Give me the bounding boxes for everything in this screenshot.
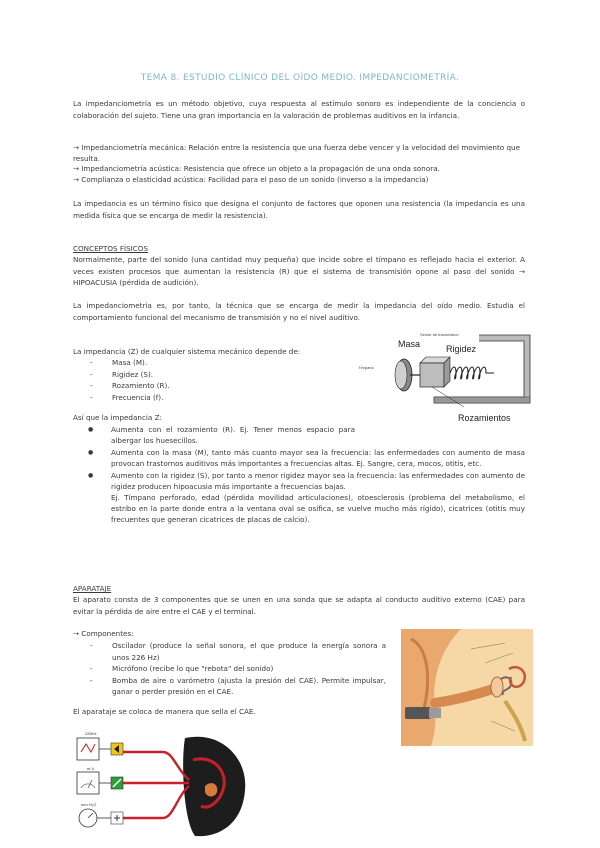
middle-ear — [205, 783, 217, 796]
definition-acustica: → Impedanciometría acústica: Resistencia que ofrece un objeto a la propagación de una onda sonora. — [73, 164, 440, 173]
factor-item: - Frecuencia (f). — [90, 392, 170, 404]
impedance-depends-text: La impedancia (Z) de cualquier sistema mecánico depende de: — [73, 347, 301, 356]
factor-item: - Rigidez (S). — [90, 369, 170, 381]
microphone-label: m.V — [87, 766, 95, 771]
bullet-rigidez — [73, 470, 525, 525]
tube-bomba — [123, 786, 189, 818]
physics-heading: CONCEPTOS FÍSICOS — [73, 244, 149, 253]
definition-mecanica: → Impedanciometría mecánica: Relación entre la resistencia que una fuerza debe vencer y la velocidad del movimiento que resulta. — [73, 143, 520, 163]
component-oscilador: - Oscilador (produce la señal sonora, el que produce la energía sonora a unos 226 Hz) — [90, 640, 386, 663]
component-microfono: - Micrófono (recibe lo que "rebota" del sonido) — [90, 663, 386, 675]
ear-anatomy-figure — [401, 629, 533, 746]
component-bomba: - Bomba de aire o varómetro (ajusta la presión del CAE). Permite impulsar, ganar o perder presión en el CAE. — [90, 675, 386, 698]
bullet-rigidez-text: Aumento con la rigidez (S), por tanto a menor rigidez mayor sea la frecuencia: las enfermedades con aumento de rigidez producen hipoacusia más importante a frecuencias bajas. — [111, 471, 525, 491]
apparatus-heading: APARATAJE — [73, 584, 112, 593]
probe-body — [405, 707, 431, 719]
components-list — [90, 640, 386, 698]
factor-item: - Masa (M). — [90, 357, 170, 369]
rozamientos-label: Rozamientos — [458, 413, 511, 421]
bullet-rozamiento: ● Aumenta con el rozamiento (R). Ej. Tener menos espacio para albergar los huesecillos. — [73, 424, 525, 446]
factor-item: - Rozamiento (R). — [90, 380, 170, 392]
oscillator-box — [77, 738, 99, 760]
mechanical-model-figure — [354, 329, 532, 421]
bullet-masa: ● Aumenta con la masa (M), tanto más cuanto mayor sea la frecuencia: las enfermedades con aumento de masa provocan trastornos auditivos más importantes a frecuencias altas. Ej. Sangre, cera, mocos, otitis, etc. — [73, 447, 525, 469]
tube-oscilador — [123, 752, 189, 780]
spring-coil — [450, 367, 494, 379]
sector-label: Sector de transmisión — [420, 332, 459, 337]
eardrum — [491, 677, 503, 697]
oscillator-label: 226Hz — [85, 731, 97, 736]
physics-paragraph-1: Normalmente, parte del sonido (una cantidad muy pequeña) que incide sobre el tímpano es reflejado hacia el exterior. A veces existen procesos que aumentan la resistencia (R) que el sistema de transmisión opone al paso del sonido → HIPOACUSIA (pérdida de audición). — [73, 255, 525, 287]
mass-block — [420, 363, 444, 387]
definition-complianza: → Complianza o elasticidad acústica: Facilidad para el paso de un sonido (inverso a la impedancia) — [73, 174, 429, 184]
physics-paragraph-2: La impedanciometría es, por tanto, la técnica que se encarga de medir la impedancia del oído medio. Estudia el comportamiento funcional del mecanismo de transmisión y no el nivel auditivo. — [73, 301, 525, 322]
probe-tip — [429, 708, 441, 718]
masa-label: Masa — [398, 339, 421, 349]
apparatus-paragraph-2: El aparataje se coloca de manera que sella el CAE. — [73, 707, 256, 716]
frame-floor — [434, 397, 530, 403]
impedance-definition: La impedancia es un término físico que designa el conjunto de factores que oponen una resistencia (la impedancia es una medida física que se encarga de medir la resistencia). — [73, 199, 525, 220]
bullet-rigidez-example: Ej. Tímpano perforado, edad (pérdida movilidad articulaciones), otoesclerosis (problema del metabolismo, el estribo en la parte donde entra a la ventana oval se osifica, se vuelve mucho más rígido), cicatrices (otitis muy frecuentes que generan cicatrices de placas de calcio). — [111, 493, 525, 524]
impedance-device-diagram — [73, 730, 248, 838]
intro-paragraph: La impedanciometría es un método objetivo, cuya respuesta al estímulo sonoro es independiente de la conciencia o colaboración del sujeto. Tiene una gran importancia en la valoración de problemas auditivos en la infancia. — [73, 99, 525, 120]
timpano-label: Tímpano — [358, 365, 374, 370]
impedance-factors-list — [90, 357, 170, 403]
voltmeter-box — [77, 772, 99, 794]
definition-list — [73, 143, 533, 185]
impedance-bullet-list — [73, 424, 525, 526]
rigidez-label: Rigidez — [446, 344, 477, 354]
pump-label: mm H₂O — [81, 802, 97, 807]
components-label: → Componentes: — [73, 629, 134, 638]
eardrum-face — [395, 361, 407, 389]
page-title: TEMA 8. ESTUDIO CLÍNICO DEL OÍDO MEDIO. IMPEDANCIOMETRÍA. — [140, 73, 460, 83]
asi-text: Así que la impedancia Z: — [73, 413, 162, 422]
apparatus-paragraph: El aparato consta de 3 componentes que se unen en una sonda que se adapta al conducto auditivo externo (CAE) para evitar la pérdida de aire entre el CAE y el terminal. — [73, 595, 525, 616]
